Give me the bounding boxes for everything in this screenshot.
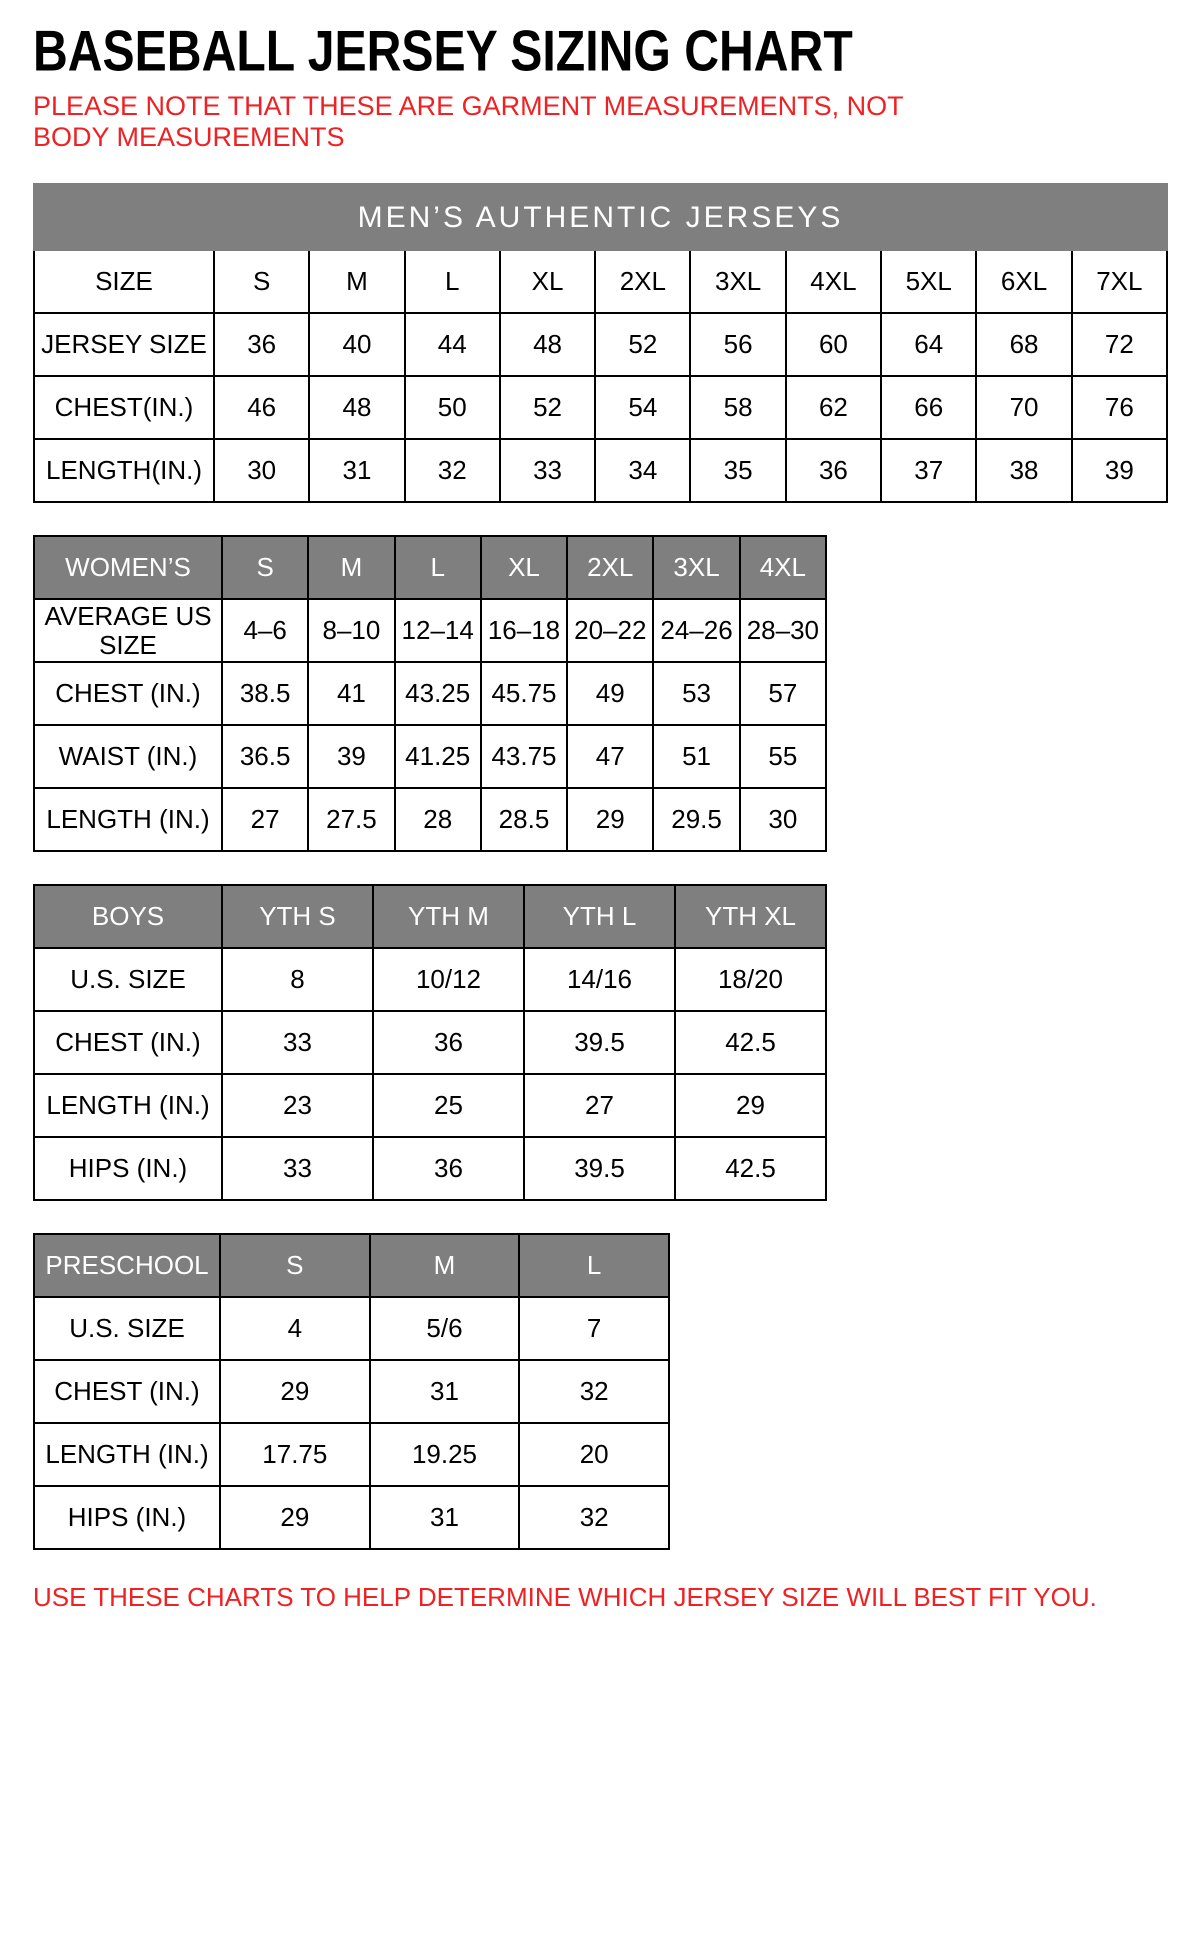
row-label: CHEST (IN.) bbox=[34, 1011, 222, 1074]
table-cell: 10/12 bbox=[373, 948, 524, 1011]
table-cell: 54 bbox=[595, 376, 690, 439]
table-cell: 66 bbox=[881, 376, 976, 439]
table-cell: 32 bbox=[405, 439, 500, 502]
row-label: JERSEY SIZE bbox=[34, 313, 214, 376]
table-cell: 70 bbox=[976, 376, 1071, 439]
table-cell: 64 bbox=[881, 313, 976, 376]
table-cell: 29 bbox=[220, 1360, 370, 1423]
table-cell: 16–18 bbox=[481, 599, 567, 662]
row-label: AVERAGE US SIZE bbox=[34, 599, 222, 662]
boys-size-header-cell: YTH L bbox=[524, 885, 675, 948]
table-cell: 20–22 bbox=[567, 599, 653, 662]
table-cell: 58 bbox=[690, 376, 785, 439]
boys-sizing-table bbox=[33, 884, 827, 1201]
table-cell: 27.5 bbox=[308, 788, 394, 851]
table-cell: 51 bbox=[653, 725, 739, 788]
table-cell: 56 bbox=[690, 313, 785, 376]
table-cell: 45.75 bbox=[481, 662, 567, 725]
table-cell: 43.75 bbox=[481, 725, 567, 788]
boys-size-header-cell: YTH M bbox=[373, 885, 524, 948]
boys-table-row bbox=[34, 1137, 826, 1200]
table-cell: 31 bbox=[370, 1486, 520, 1549]
table-cell: 29 bbox=[675, 1074, 826, 1137]
table-cell: 52 bbox=[500, 376, 595, 439]
table-cell: M bbox=[309, 250, 404, 313]
table-cell: 55 bbox=[740, 725, 826, 788]
row-label: CHEST (IN.) bbox=[34, 662, 222, 725]
row-label: WAIST (IN.) bbox=[34, 725, 222, 788]
boys-header-label: BOYS bbox=[34, 885, 222, 948]
table-cell: 33 bbox=[222, 1011, 373, 1074]
table-cell: 28 bbox=[395, 788, 481, 851]
table-cell: 30 bbox=[214, 439, 309, 502]
table-cell: 27 bbox=[222, 788, 308, 851]
row-label: U.S. SIZE bbox=[34, 1297, 220, 1360]
womens-size-header-cell: L bbox=[395, 536, 481, 599]
row-label: LENGTH (IN.) bbox=[34, 788, 222, 851]
table-cell: 38 bbox=[976, 439, 1071, 502]
preschool-size-header-cell: M bbox=[370, 1234, 520, 1297]
preschool-table-row bbox=[34, 1423, 669, 1486]
table-cell: 35 bbox=[690, 439, 785, 502]
mens-table-row bbox=[34, 376, 1167, 439]
sizing-tables-container bbox=[33, 183, 1200, 1550]
table-cell: 14/16 bbox=[524, 948, 675, 1011]
mens-table-row bbox=[34, 313, 1167, 376]
table-cell: 48 bbox=[309, 376, 404, 439]
womens-size-header-cell: 3XL bbox=[653, 536, 739, 599]
table-cell: 50 bbox=[405, 376, 500, 439]
table-cell: 39.5 bbox=[524, 1137, 675, 1200]
womens-size-header-cell: 2XL bbox=[567, 536, 653, 599]
table-cell: 36.5 bbox=[222, 725, 308, 788]
table-cell: 42.5 bbox=[675, 1011, 826, 1074]
womens-table-row bbox=[34, 788, 826, 851]
row-label: LENGTH (IN.) bbox=[34, 1423, 220, 1486]
table-cell: 27 bbox=[524, 1074, 675, 1137]
table-cell: 39.5 bbox=[524, 1011, 675, 1074]
table-cell: 5/6 bbox=[370, 1297, 520, 1360]
table-cell: 4XL bbox=[786, 250, 881, 313]
row-label: LENGTH(IN.) bbox=[34, 439, 214, 502]
table-cell: 12–14 bbox=[395, 599, 481, 662]
table-cell: 4–6 bbox=[222, 599, 308, 662]
mens-banner: MEN’S AUTHENTIC JERSEYS bbox=[34, 184, 1167, 250]
womens-size-header-cell: 4XL bbox=[740, 536, 826, 599]
mens-sizing-table bbox=[33, 183, 1168, 503]
mens-table-row bbox=[34, 250, 1167, 313]
preschool-size-header-cell: S bbox=[220, 1234, 370, 1297]
table-cell: 18/20 bbox=[675, 948, 826, 1011]
table-cell: 29 bbox=[567, 788, 653, 851]
table-cell: 5XL bbox=[881, 250, 976, 313]
table-cell: 41 bbox=[308, 662, 394, 725]
row-label: SIZE bbox=[34, 250, 214, 313]
womens-size-header-cell: M bbox=[308, 536, 394, 599]
table-cell: 48 bbox=[500, 313, 595, 376]
womens-table-row bbox=[34, 599, 826, 662]
table-cell: 40 bbox=[309, 313, 404, 376]
table-cell: 3XL bbox=[690, 250, 785, 313]
table-cell: 8 bbox=[222, 948, 373, 1011]
preschool-table-row bbox=[34, 1297, 669, 1360]
table-cell: L bbox=[405, 250, 500, 313]
table-cell: 46 bbox=[214, 376, 309, 439]
table-cell: 62 bbox=[786, 376, 881, 439]
row-label: CHEST (IN.) bbox=[34, 1360, 220, 1423]
table-cell: 44 bbox=[405, 313, 500, 376]
table-cell: 31 bbox=[370, 1360, 520, 1423]
table-cell: 7 bbox=[519, 1297, 669, 1360]
table-cell: 34 bbox=[595, 439, 690, 502]
table-cell: 33 bbox=[500, 439, 595, 502]
row-label: HIPS (IN.) bbox=[34, 1137, 222, 1200]
table-cell: 33 bbox=[222, 1137, 373, 1200]
table-cell: 36 bbox=[786, 439, 881, 502]
table-cell: 19.25 bbox=[370, 1423, 520, 1486]
table-cell: 47 bbox=[567, 725, 653, 788]
table-cell: 17.75 bbox=[220, 1423, 370, 1486]
womens-table-row bbox=[34, 662, 826, 725]
table-cell: 2XL bbox=[595, 250, 690, 313]
table-cell: 37 bbox=[881, 439, 976, 502]
table-cell: 43.25 bbox=[395, 662, 481, 725]
row-label: HIPS (IN.) bbox=[34, 1486, 220, 1549]
row-label: CHEST(IN.) bbox=[34, 376, 214, 439]
row-label: U.S. SIZE bbox=[34, 948, 222, 1011]
womens-size-header-cell: XL bbox=[481, 536, 567, 599]
table-cell: 36 bbox=[373, 1011, 524, 1074]
table-cell: 39 bbox=[1072, 439, 1167, 502]
table-cell: 60 bbox=[786, 313, 881, 376]
row-label: LENGTH (IN.) bbox=[34, 1074, 222, 1137]
page-title: BASEBALL JERSEY SIZING CHART bbox=[33, 18, 853, 83]
boys-size-header-cell: YTH S bbox=[222, 885, 373, 948]
table-cell: 49 bbox=[567, 662, 653, 725]
table-cell: 32 bbox=[519, 1486, 669, 1549]
table-cell: 41.25 bbox=[395, 725, 481, 788]
table-cell: 36 bbox=[373, 1137, 524, 1200]
table-cell: 8–10 bbox=[308, 599, 394, 662]
table-cell: 53 bbox=[653, 662, 739, 725]
table-cell: 28.5 bbox=[481, 788, 567, 851]
boys-table-row bbox=[34, 948, 826, 1011]
boys-table-row bbox=[34, 1011, 826, 1074]
footer-note: USE THESE CHARTS TO HELP DETERMINE WHICH JERSEY SIZE WILL BEST FIT YOU. bbox=[33, 1582, 1097, 1613]
table-cell: 31 bbox=[309, 439, 404, 502]
preschool-table-row bbox=[34, 1360, 669, 1423]
table-cell: 36 bbox=[214, 313, 309, 376]
womens-sizing-table bbox=[33, 535, 827, 852]
table-cell: 25 bbox=[373, 1074, 524, 1137]
table-cell: 30 bbox=[740, 788, 826, 851]
table-cell: 42.5 bbox=[675, 1137, 826, 1200]
boys-table-row bbox=[34, 1074, 826, 1137]
table-cell: 23 bbox=[222, 1074, 373, 1137]
table-cell: 39 bbox=[308, 725, 394, 788]
table-cell: 76 bbox=[1072, 376, 1167, 439]
preschool-header-label: PRESCHOOL bbox=[34, 1234, 220, 1297]
table-cell: XL bbox=[500, 250, 595, 313]
womens-table-row bbox=[34, 725, 826, 788]
garment-measurement-note: PLEASE NOTE THAT THESE ARE GARMENT MEASUREMENTS, NOT BODY MEASUREMENTS bbox=[33, 91, 904, 153]
mens-table-row bbox=[34, 439, 1167, 502]
table-cell: 7XL bbox=[1072, 250, 1167, 313]
preschool-table-row bbox=[34, 1486, 669, 1549]
boys-size-header-cell: YTH XL bbox=[675, 885, 826, 948]
table-cell: 72 bbox=[1072, 313, 1167, 376]
table-cell: 6XL bbox=[976, 250, 1071, 313]
womens-header-label: WOMEN’S bbox=[34, 536, 222, 599]
table-cell: 32 bbox=[519, 1360, 669, 1423]
table-cell: 4 bbox=[220, 1297, 370, 1360]
table-cell: 20 bbox=[519, 1423, 669, 1486]
table-cell: 57 bbox=[740, 662, 826, 725]
table-cell: 68 bbox=[976, 313, 1071, 376]
table-cell: 24–26 bbox=[653, 599, 739, 662]
table-cell: 28–30 bbox=[740, 599, 826, 662]
preschool-sizing-table bbox=[33, 1233, 670, 1550]
table-cell: 38.5 bbox=[222, 662, 308, 725]
womens-size-header-cell: S bbox=[222, 536, 308, 599]
table-cell: 52 bbox=[595, 313, 690, 376]
preschool-size-header-cell: L bbox=[519, 1234, 669, 1297]
table-cell: S bbox=[214, 250, 309, 313]
table-cell: 29 bbox=[220, 1486, 370, 1549]
table-cell: 29.5 bbox=[653, 788, 739, 851]
